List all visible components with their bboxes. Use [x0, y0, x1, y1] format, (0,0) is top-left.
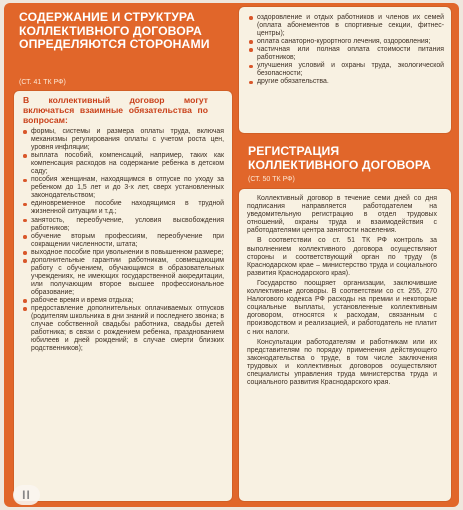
right-column: [236, 3, 459, 507]
right-top-list: [248, 14, 444, 86]
list-item: занятость, переобучение, условия высвобождения работников;: [22, 217, 224, 233]
list-item: дополнительные гарантии работникам, совмещающим работу с обучением, обучающимся в образовательных учреждениях, не имеющих государственной аккредитации, или получающим второе высшее профессиональное образование;: [22, 257, 224, 297]
left-list: [22, 128, 224, 353]
list-item: обучение вторым профессиям, переобучение при сокращении численности, штата;: [22, 233, 224, 249]
list-item: выплата пособий, компенсаций, например, таких как компенсация расходов на содержание ребенка в детском саду;: [22, 152, 224, 176]
left-content-panel: [14, 91, 232, 501]
paragraph: Государство поощряет организации, заключившие коллективные договоры. В соответствии со ст. 255, 270 Налогового кодекса РФ расходы на премии и некоторые социальные выплаты, установленные коллективным договором, относятся к расходам, связанным с производством и реализацией, и работодатель не платит с них налоги.: [247, 279, 437, 336]
list-item: выходное пособие при увольнении в повышенном размере;: [22, 249, 224, 257]
list-item: оздоровление и отдых работников и членов их семей (оплата абонементов в спортивные секции, фитнес-центры);: [248, 14, 444, 38]
list-item: улучшения условий и охраны труда, экологической безопасности;: [248, 62, 444, 78]
bullet-icon: [23, 154, 27, 158]
right-text: [247, 195, 437, 389]
bullet-icon: [23, 251, 27, 255]
brochure: [4, 3, 459, 507]
bullet-icon: [249, 16, 253, 20]
right-title: РЕГИСТРАЦИЯ КОЛЛЕКТИВНОГО ДОГОВОРА: [248, 144, 431, 172]
bullet-icon: [249, 40, 253, 44]
bullet-icon: [23, 179, 27, 183]
list-item: пособия женщинам, находящимся в отпуске по уходу за ребенком до 1,5 лет и до 3-х лет, сверх установленных законодательством;: [22, 176, 224, 200]
right-content-panel: [239, 189, 451, 501]
paragraph: Коллективный договор в течение семи дней со дня подписания направляется работодателем на уведомительную регистрацию в отдел трудовых отношений, охраны труда и взаимодействия с работодателями центра занятости населения.: [247, 195, 437, 235]
paragraph: Консультации работодателям и работникам или их представителям по порядку применения действующего законодательства о труде, в том числе заключения трудовых и коллективных договоров осуществляют специалисты управления труда министерства труда и социального развития Краснодарского края.: [247, 338, 437, 387]
list-item: рабочее время и время отдыха;: [22, 297, 224, 305]
list-item: другие обязательства.: [248, 78, 444, 86]
bullet-icon: [23, 307, 27, 311]
list-item: предоставление дополнительных оплачиваемых отпусков (родителям школьника в дни знаний и последнего звонка; в случае собственной свадьбы работника, свадьбы детей работника; в связи с рождением ребенка, празднованием юбилеев и дней рождений; в случае смерти близких родственников);: [22, 305, 224, 353]
bullet-icon: [23, 259, 27, 263]
list-item: оплата санаторно-курортного лечения, оздоровления;: [248, 38, 444, 46]
bullet-icon: [23, 203, 27, 207]
left-column: [4, 3, 234, 507]
list-item: формы, системы и размера оплаты труда, включая механизмы регулирования оплаты с учетом роста цен, уровня инфляции;: [22, 128, 224, 152]
left-subtitle: (СТ. 41 ТК РФ): [19, 79, 66, 86]
bullet-icon: [23, 130, 27, 134]
bullet-icon: [23, 299, 27, 303]
bullet-icon: [249, 81, 253, 85]
bullet-icon: [249, 65, 253, 69]
list-item: частичная или полная оплата стоимости питания работников;: [248, 46, 444, 62]
bullet-icon: [23, 235, 27, 239]
bullet-icon: [23, 219, 27, 223]
paragraph: В соответствии со ст. 51 ТК РФ контроль за выполнением коллективного договора осуществляют стороны и соответствующий орган по труду (в Краснодарском крае – министерство труда и социального развития Краснодарского края).: [247, 237, 437, 277]
home-handle-button[interactable]: [13, 485, 40, 505]
left-intro: В коллективный договор могут включаться взаимные обязательства по вопросам:: [23, 95, 208, 125]
bullet-icon: [249, 48, 253, 52]
left-title: СОДЕРЖАНИЕ И СТРУКТУРА КОЛЛЕКТИВНОГО ДОГОВОРА ОПРЕДЕЛЯЮТСЯ СТОРОНАМИ: [19, 10, 210, 51]
right-top-panel: [239, 7, 451, 133]
right-subtitle: (СТ. 50 ТК РФ): [248, 176, 295, 183]
list-item: единовременное пособие находящимся в трудной жизненной ситуации и т.д.;: [22, 200, 224, 216]
home-handle-label: II: [22, 488, 31, 502]
